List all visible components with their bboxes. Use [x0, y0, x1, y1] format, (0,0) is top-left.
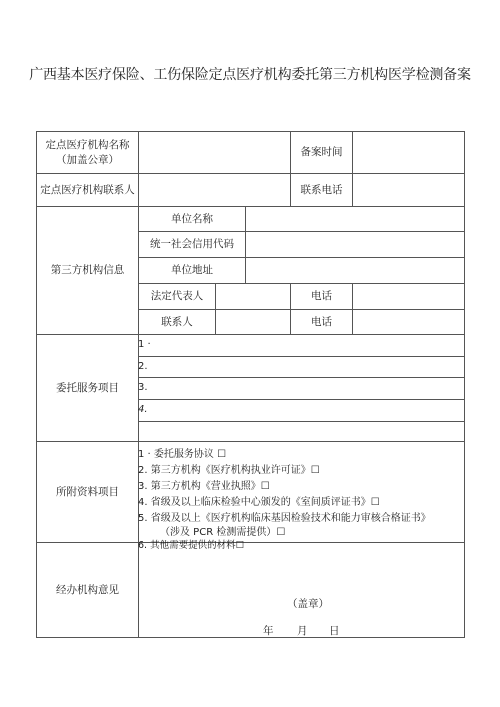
- service-item-4[interactable]: 4.: [138, 404, 148, 415]
- filing-time-value[interactable]: [353, 132, 464, 173]
- material-item-3[interactable]: 3. 第三方机构《营业执照》☐: [138, 481, 270, 492]
- unit-address-value[interactable]: [246, 258, 464, 283]
- materials-label: 所附资料项目: [56, 485, 119, 498]
- legal-rep-phone-value[interactable]: [353, 284, 464, 309]
- third-party-info-label: 第三方机构信息: [50, 264, 125, 277]
- contact-person-label: 定点医疗机构联系人: [40, 183, 135, 196]
- material-item-5-note: （涉及 PCR 检测需提供）☐: [160, 527, 286, 538]
- contact-person-value[interactable]: [139, 174, 290, 206]
- liaison-value[interactable]: [216, 310, 290, 334]
- liaison-label: 联系人: [161, 315, 193, 328]
- legal-rep-label: 法定代表人: [150, 290, 204, 303]
- month-label: 月: [297, 625, 308, 637]
- institution-name-text: 定点医疗机构名称: [45, 139, 130, 152]
- legal-rep-phone-label: 电话: [311, 290, 332, 303]
- year-label: 年: [263, 625, 274, 637]
- material-item-6[interactable]: 6. 其他需要提供的材料☐: [138, 540, 245, 551]
- service-item-2[interactable]: 2.: [138, 361, 148, 372]
- filing-time-label: 备案时间: [300, 146, 343, 159]
- credit-code-label: 统一社会信用代码: [150, 238, 234, 251]
- material-item-5[interactable]: 5. 省级及以上《医疗机构临床基因检验技术和能力审核合格证书》: [138, 513, 431, 524]
- credit-code-value[interactable]: [246, 232, 464, 257]
- unit-address-label: 单位地址: [171, 264, 213, 277]
- institution-name-label: [37, 132, 138, 173]
- institution-name-value[interactable]: [139, 132, 290, 173]
- day-label: 日: [329, 625, 340, 637]
- service-item-3[interactable]: 3.: [138, 382, 148, 393]
- institution-seal-note: （加盖公章）: [56, 153, 119, 166]
- service-item-1[interactable]: 1 ·: [138, 339, 151, 350]
- agency-opinion-value[interactable]: [139, 543, 464, 637]
- legal-rep-value[interactable]: [216, 284, 290, 309]
- liaison-phone-label: 电话: [311, 315, 332, 328]
- form-title: 广西基本医疗保险、工伤保险定点医疗机构委托第三方机构医学检测备案: [29, 67, 471, 83]
- contact-phone-value[interactable]: [353, 174, 464, 206]
- seal-text: （盖章）: [287, 598, 329, 610]
- material-item-1[interactable]: 1 · 委托服务协议 ☐: [138, 449, 227, 460]
- unit-name-value[interactable]: [246, 207, 464, 231]
- agency-opinion-label: 经办机构意见: [56, 583, 119, 596]
- material-item-4[interactable]: 4. 省级及以上临床检验中心颁发的《室间质评证书》☐: [138, 497, 380, 508]
- unit-name-label: 单位名称: [171, 212, 213, 225]
- service-items-label: 委托服务项目: [56, 381, 119, 394]
- material-item-2[interactable]: 2. 第三方机构《医疗机构执业许可证》☐: [138, 465, 320, 476]
- liaison-phone-value[interactable]: [353, 310, 464, 334]
- contact-phone-label: 联系电话: [300, 183, 343, 196]
